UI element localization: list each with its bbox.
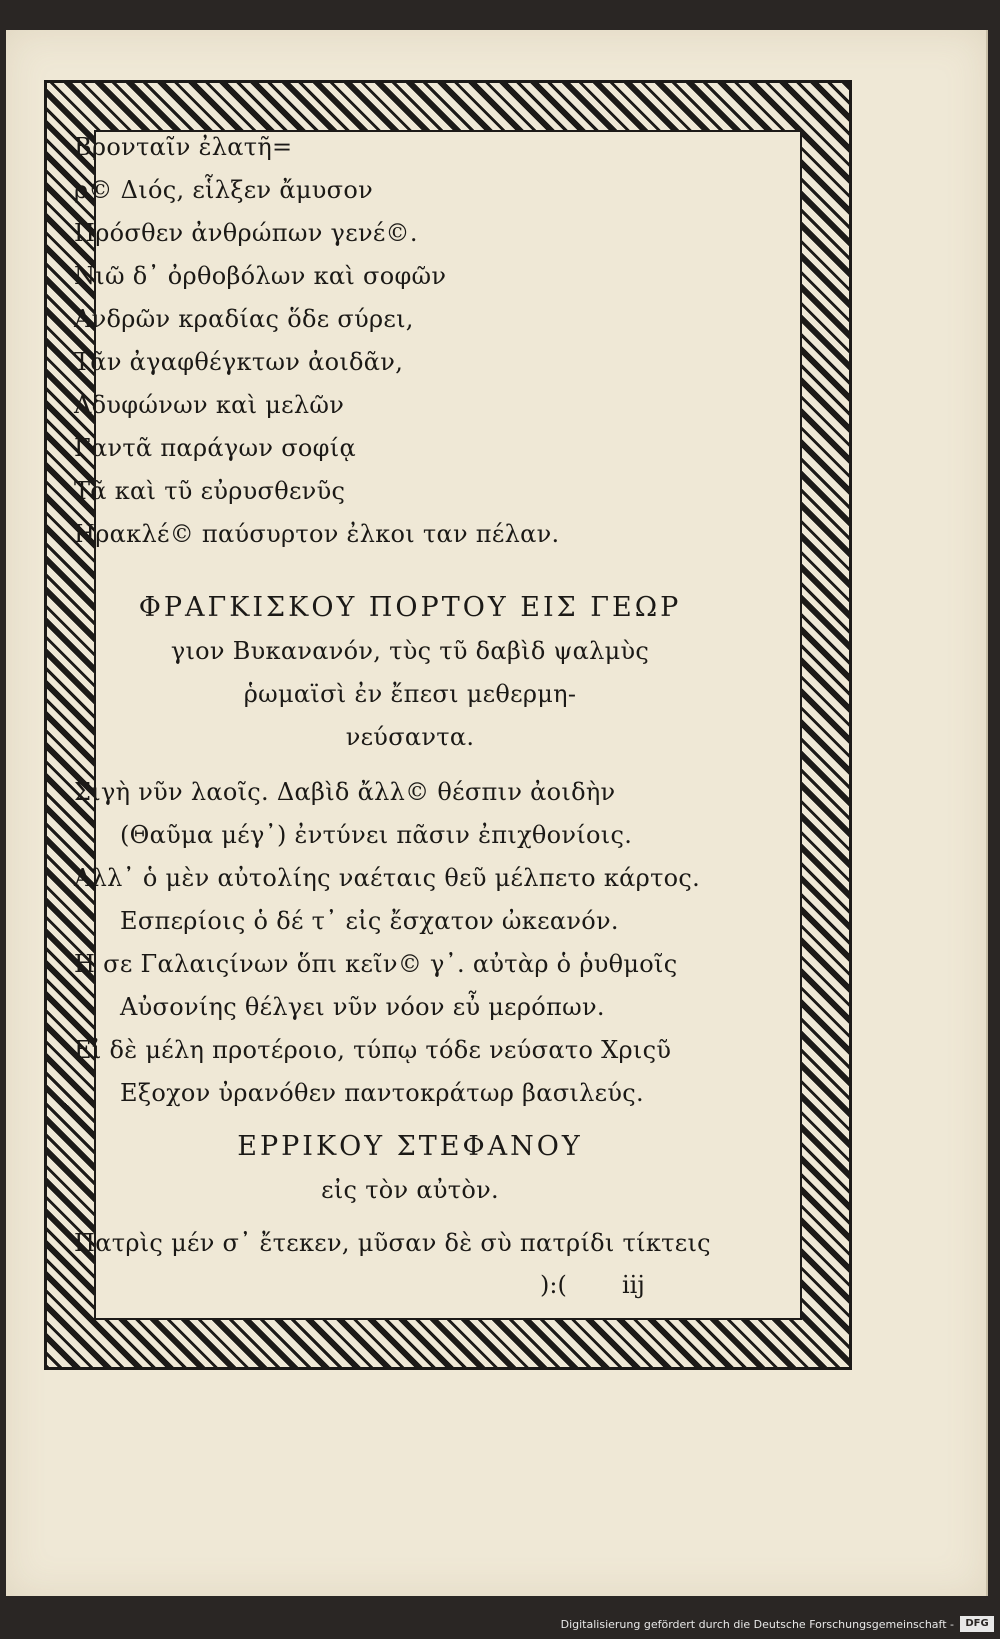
signature-line (74, 1265, 746, 1305)
section-heading: ΦΡΑΓΚΙΣΚΟΥ ΠΟΡΤΟΥ ΕΙΣ ΓΕΩΡ (138, 592, 682, 623)
poem-line: Ανδρῶν κραδίας ὅδε σύρει, (74, 305, 414, 333)
signature-mark: ):( (540, 1271, 567, 1299)
dfg-logo: DFG (960, 1616, 994, 1632)
poem-line: Εσπερίοις ὁ δέ τ᾽ εἰς ἔσχατον ὠκεανόν. (120, 907, 619, 935)
footer-bar (0, 1610, 1000, 1639)
poem-line: Γαντᾶ παράγων σοφίᾳ (74, 434, 356, 462)
page-text (74, 126, 746, 1305)
poem-line: (Θαῦμα μέγ᾽) ἐντύνει πᾶσιν ἐπιχθονίοις. (120, 821, 633, 849)
poem-line: Ηρακλέ© παύσυρτον ἐλκοι ταν πέλαν. (74, 520, 560, 548)
poem-2 (74, 771, 746, 1115)
poem-line: Αλλ᾽ ὁ μὲν αὐτολίης ναέταις θεῦ μέλπετο κάρτος. (74, 864, 701, 892)
poem-line: Τᾶ καὶ τῦ εὐρυσθενῦς (74, 477, 346, 505)
book-page (6, 30, 988, 1596)
section-subheading: ῥωμαϊσὶ ἐν ἔπεσι μεθερμη- (243, 680, 577, 708)
poem-line: Τᾶν ἀγαφθέγκτων ἀοιδᾶν, (74, 348, 404, 376)
poem-line: Εξοχον ὐρανόθεν παντοκράτωρ βασιλεύς. (120, 1079, 644, 1107)
section-heading: ΕΡΡΙΚΟΥ ΣΤΕΦΑΝΟΥ (237, 1131, 583, 1162)
section-subheading: εἰς τὸν αὐτὸν. (321, 1176, 499, 1204)
poem-1 (74, 126, 746, 556)
poem-line: Νιῶ δ᾽ ὀρθοβόλων καὶ σοφῶν (74, 262, 447, 290)
poem-line: Πρόσθεν ἀνθρώπων γενέ©. (74, 219, 418, 247)
poem-line: Σιγὴ νῦν λαοῖς. Δαβὶδ ἄλλ© θέσπιν ἀοιδὴν (74, 778, 616, 806)
poem-line: Αὐσονίης θέλγει νῦν νόον εὖ μερόπων. (120, 993, 605, 1021)
section-subheading: γιον Βυκανανόν, τὺς τῦ δαβὶδ ψαλμὺς (170, 637, 650, 665)
poem-line: Εἰ δὲ μέλη προτέροιο, τύπῳ τόδε νεύσατο Χριςῦ (74, 1036, 672, 1064)
section-subheading: νεύσαντα. (345, 723, 475, 751)
poem-line: Βρονταῖν ἐλατῆ= (74, 133, 293, 161)
poem-line: Αδυφώνων καὶ μελῶν (74, 391, 345, 419)
poem-line: Η σε Γαλαιςίνων ὅπι κεῖν© γ᾽. αὐτὰρ ὁ ῥυθμοῖς (74, 950, 678, 978)
footer-credit: Digitalisierung gefördert durch die Deutsche Forschungsgemeinschaft - (560, 1618, 954, 1631)
signature-number: iij (622, 1271, 645, 1299)
poem-line: ρ© Διός, εἷλξεν ἄμυσον (74, 176, 373, 204)
poem-line: Πατρὶς μέν σ᾽ ἔτεκεν, μῦσαν δὲ σὺ πατρίδι τίκτεις (74, 1229, 711, 1257)
